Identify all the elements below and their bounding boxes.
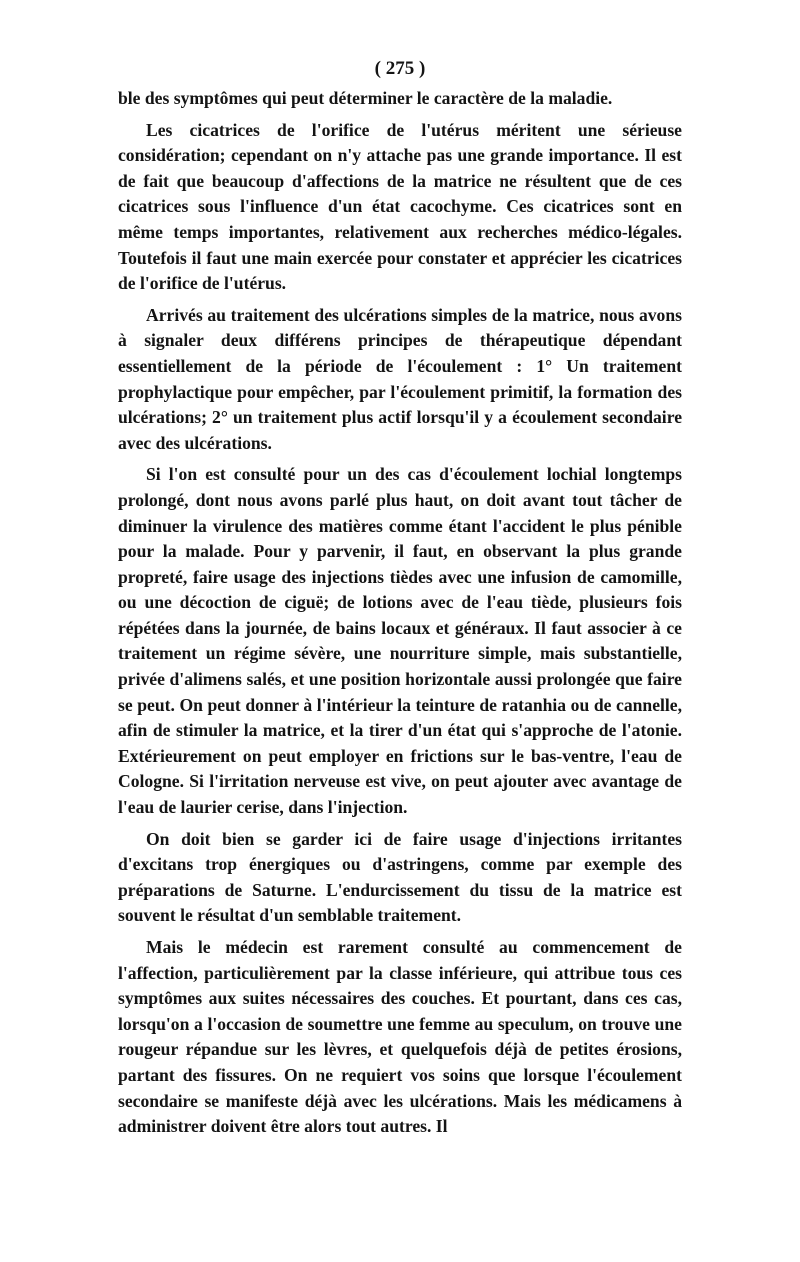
paragraph-continuation: ble des symptômes qui peut déterminer le caractère de la maladie. bbox=[118, 88, 613, 108]
paragraph-cicatrices: Les cicatrices de l'orifice de l'utérus méritent une sérieuse considération; cependant on n'y attache pas une grande importance. Il est de fait que beaucoup d'affections de la matrice ne résultent que de ces cicatrices sous l'influence d'un état cacochyme. Ces cicatrices sont en même temps importantes, relativement aux recherches médico-légales. Toutefois il faut une main exercée pour constater et apprécier les cicatrices de l'orifice de l'utérus. bbox=[118, 119, 682, 294]
book-page bbox=[118, 56, 682, 1146]
paragraph-traitement: Arrivés au traitement des ulcérations simples de la matrice, nous avons à signaler deux différens principes de thérapeutique dépendant essentiellement de la période de l'écoulement : 1° Un traitement prophylactique pour empêcher, par l'écoulement primitif, la formation des ulcérations; 2° un traitement plus actif lorsqu'il y a écoulement secondaire avec des ulcérations. bbox=[118, 304, 682, 453]
page-number: ( 275 ) bbox=[374, 58, 426, 79]
paragraph-ecoulement-lochial: Si l'on est consulté pour un des cas d'écoulement lochial longtemps prolongé, dont nous avons parlé plus haut, on doit avant tout tâcher de diminuer la virulence des matières comme étant l'accident le plus pénible pour la malade. Pour y parvenir, il faut, en observant la plus grande propreté, faire usage des injections tièdes avec une infusion de camomille, ou une décoction de ciguë; de lotions avec de l'eau tiède, plusieurs fois répétées dans la journée, de bains locaux et généraux. Il faut associer à ce traitement un régime sévère, une nourriture simple, mais substantielle, privée d'alimens salés, et une position horizontale aussi prolongée que faire se peut. On peut donner à l'intérieur la teinture de ratanhia ou de cannelle, afin de stimuler la matrice, et la tirer d'un état qui s'approche de l'atonie. Extérieurement on peut employer en frictions sur le bas-ventre, l'eau de Cologne. Si l'irritation nerveuse est vive, on peut ajouter avec avantage de l'eau de laurier cerise, dans l'injection. bbox=[118, 464, 682, 818]
paragraph-injections-irritantes: On doit bien se garder ici de faire usage d'injections irritantes d'excitans trop énergiques ou d'astringens, comme par exemple des préparations de Saturne. L'endurcissement du tissu de la matrice est souvent le résultat d'un semblable traitement. bbox=[118, 828, 682, 926]
paragraph-medecin-consulte: Mais le médecin est rarement consulté au commencement de l'affection, particulièrement par la classe inférieure, qui attribue tous ces symptômes aux suites nécessaires des couches. Et pourtant, dans ces cas, lorsqu'on a l'occasion de soumettre une femme au speculum, on trouve une rougeur répandue sur les lèvres, et quelquefois déjà de petites érosions, partant des fissures. On ne requiert vos soins que lorsque l'écoulement secondaire se manifeste déjà avec les ulcérations. Mais les médicamens à administrer doivent être alors tout autres. Il bbox=[118, 937, 682, 1137]
